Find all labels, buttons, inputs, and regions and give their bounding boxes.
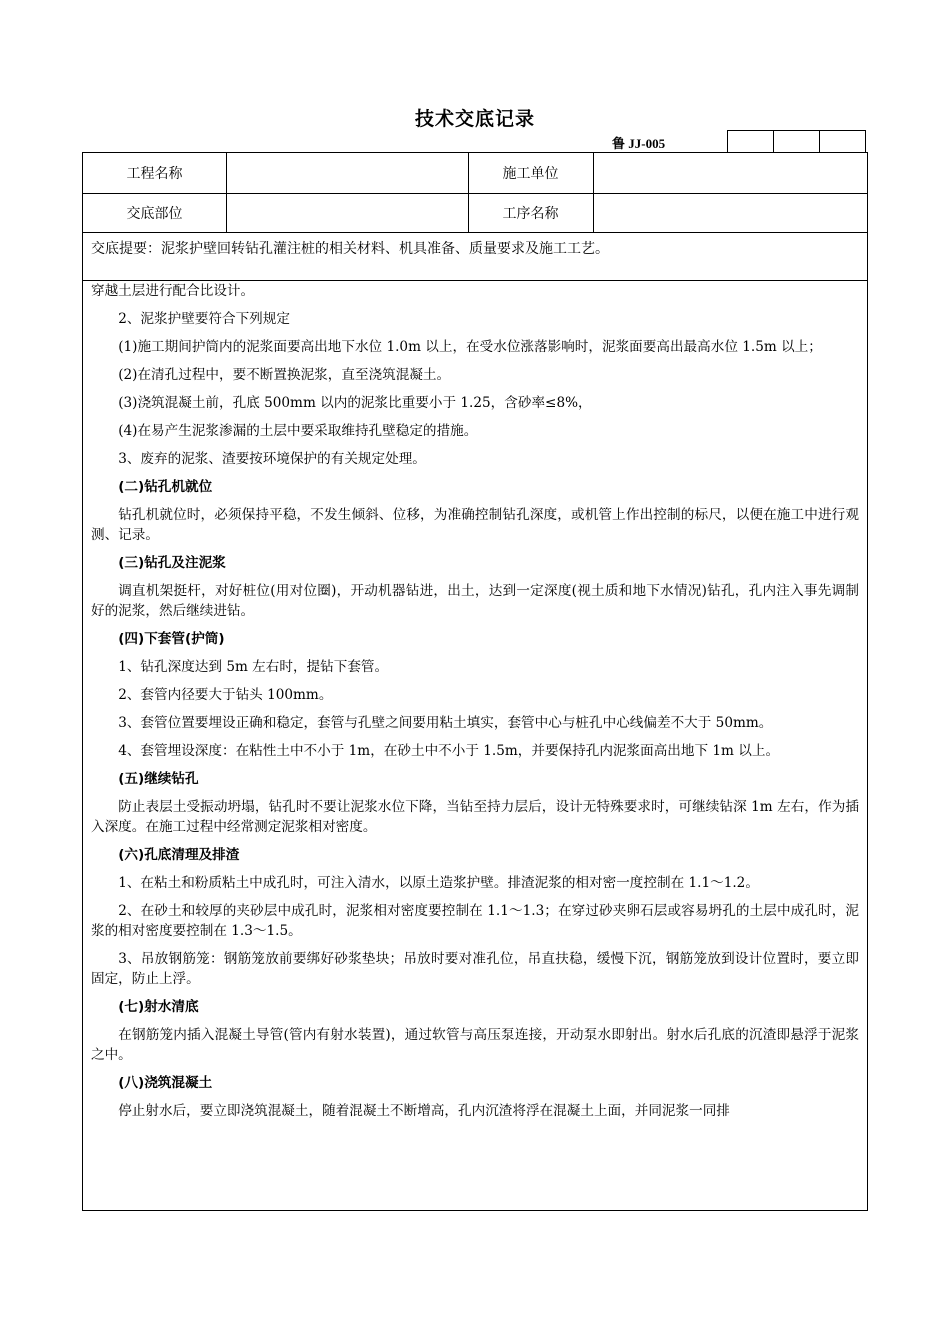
location-value[interactable] [226,194,468,232]
form-number-box[interactable] [819,131,866,153]
paragraph: (2)在清孔过程中，要不断置换泥浆，直至浇筑混凝土。 [118,367,451,383]
paragraph: 钻孔机就位时，必须保持平稳，不发生倾斜、位移，为准确控制钻孔深度，或机管上作出控制的标尺，以便在施工中进行观测、记录。 [91,507,859,543]
header-row-2 [83,194,867,233]
section-heading: (五)继续钻孔 [118,771,199,787]
summary-section [83,233,867,281]
construction-unit-value[interactable] [593,153,868,193]
section-heading: (八)浇筑混凝土 [118,1075,213,1091]
process-value[interactable] [593,194,868,232]
record-table [82,152,868,1211]
header-row-1 [83,153,867,194]
paragraph: 2、套管内径要大于钻头 100mm。 [118,687,333,703]
section-heading: (二)钻孔机就位 [118,479,213,495]
paragraph: 防止表层土受振动坍塌，钻孔时不要让泥浆水位下降，当钻至持力层后，设计无特殊要求时，可继续钻深 1m 左右，作为插入深度。在施工过程中经常测定泥浆相对密度。 [91,799,859,835]
construction-unit-label: 施工单位 [502,166,559,182]
section-heading: (四)下套管(护筒) [118,631,225,647]
section-heading: (七)射水清底 [118,999,199,1015]
section-heading: (六)孔底清理及排渣 [118,847,240,863]
location-label: 交底部位 [126,206,183,222]
form-number-box[interactable] [773,131,819,153]
summary-text: 交底提要：泥浆护壁回转钻孔灌注桩的相关材料、机具准备、质量要求及施工工艺。 [91,241,609,257]
process-label: 工序名称 [502,206,559,222]
paragraph: (4)在易产生泥浆渗漏的土层中要采取维持孔壁稳定的措施。 [118,423,478,439]
paragraph: 3、套管位置要埋设正确和稳定，套管与孔壁之间要用粘土填实，套管中心与桩孔中心线偏差不大于 50mm。 [118,715,773,731]
form-number-boxes [727,130,866,153]
paragraph: 4、套管埋设深度：在粘性土中不小于 1m，在砂土中不小于 1.5m，并要保持孔内泥浆面高出地下 1m 以上。 [118,743,780,759]
form-code: 鲁 JJ-005 [612,136,666,151]
paragraph: 1、在粘土和粉质粘土中成孔时，可注入清水，以原土造浆护壁。排渣泥浆的相对密一度控制在 1.1～1.2。 [118,875,759,891]
paragraph: (1)施工期间护筒内的泥浆面要高出地下水位 1.0m 以上，在受水位涨落影响时，泥浆面要高出最高水位 1.5m 以上； [118,339,822,355]
paragraph: 2、泥浆护壁要符合下列规定 [118,311,290,327]
paragraph: (3)浇筑混凝土前，孔底 500mm 以内的泥浆比重要小于 1.25，含砂率≤8%， [118,395,592,411]
project-name-label: 工程名称 [126,166,183,182]
paragraph: 3、吊放钢筋笼：钢筋笼放前要绑好砂浆垫块；吊放时要对准孔位，吊直扶稳，缓慢下沉，钢筋笼放到设计位置时，要立即固定，防止上浮。 [91,951,859,987]
paragraph: 2、在砂土和较厚的夹砂层中成孔时，泥浆相对密度要控制在 1.1～1.3；在穿过砂夹卵石层或容易坍孔的土层中成孔时，泥浆的相对密度要控制在 1.3～1.5。 [91,903,859,939]
content-body [83,281,867,1129]
paragraph: 1、钻孔深度达到 5m 左右时，提钻下套管。 [118,659,389,675]
project-name-value[interactable] [226,153,468,193]
paragraph: 调直机架挺杆，对好桩位(用对位圈)，开动机器钻进，出土，达到一定深度(视土质和地下水情况)钻孔，孔内注入事先调制好的泥浆，然后继续进钻。 [91,583,859,619]
paragraph: 3、废弃的泥浆、渣要按环境保护的有关规定处理。 [118,451,426,467]
paragraph: 穿越土层进行配合比设计。 [91,283,255,299]
paragraph: 在钢筋笼内插入混凝土导管(管内有射水装置)，通过软管与高压泵连接，开动泵水即射出。射水后孔底的沉渣即悬浮于泥浆之中。 [91,1027,859,1063]
section-heading: (三)钻孔及注泥浆 [118,555,226,571]
form-number-box[interactable] [727,131,773,153]
paragraph: 停止射水后，要立即浇筑混凝土，随着混凝土不断增高，孔内沉渣将浮在混凝土上面，并同泥浆一同排 [118,1103,730,1119]
document-title: 技术交底记录 [414,108,535,130]
